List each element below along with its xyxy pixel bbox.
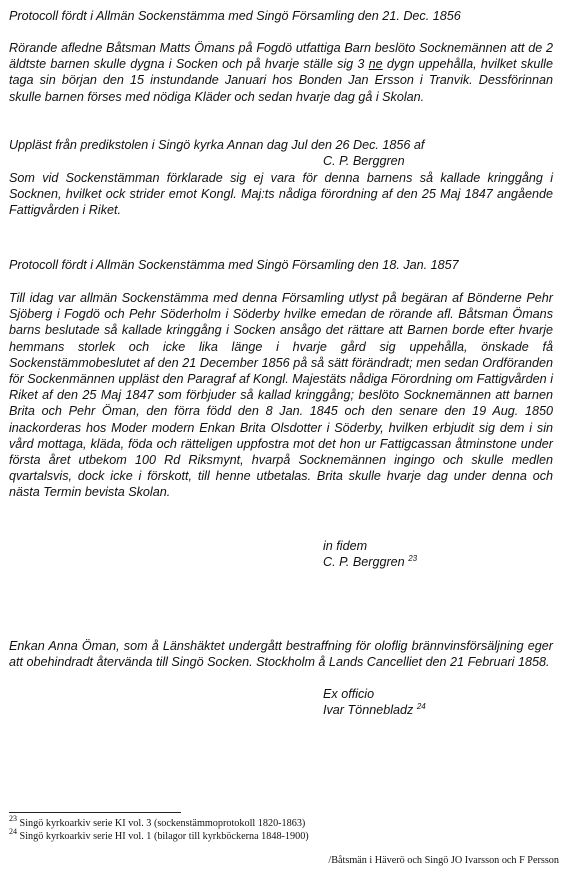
- signature-name: Ivar Tönnebladz $^{24}$: [323, 702, 426, 718]
- footnote-text: Singö kyrkoarkiv serie HI vol. 1 (bilagor till kyrkböckerna 1848-1900): [19, 831, 309, 842]
- footnote-divider: [9, 812, 181, 813]
- resolution-text-end: dygn uppehålla, hvilket skulle taga sin början den 15 instundande Januari hos Bonden Jan Ersson i Tranvik. Dessförinnan skulle barnen förses med nödiga Kläder och sedan hvarje dag gå i Skolan.: [9, 57, 553, 104]
- release-paragraph: Enkan Anna Öman, som å Länshäktet undergått bestraffning för oloflig brännvinsförsäljning eger att obehindradt återvända till Singö Socken. Stockholm å Lands Cancelliet den 21 Februari 1858.: [9, 639, 553, 670]
- underlined-ne: ne: [368, 57, 383, 72]
- resolution-paragraph-1856: [9, 40, 553, 105]
- page-credit: /Båtsmän i Häverö och Singö JO Ivarsson och F Persson: [328, 855, 559, 866]
- protocol-heading-1857: Protocoll fördt i Allmän Sockenstämma med Singö Församling den 18. Jan. 1857: [9, 258, 459, 272]
- resolution-text-start: Rörande afledne Båtsman Matts Ömans på Fogdö utfattiga Barn beslöto Socknemännen att de 2 äldtste barnen skulle dygna i Socken och på hvarje ställe sig 3: [9, 41, 553, 72]
- footnote-number: 24: [9, 827, 17, 836]
- signature-berggren: [323, 538, 417, 570]
- objection-paragraph: Som vid Sockenstämman förklarade sig ej vara för denna barnens så kallade kringgång i Socknen, hvilket ock strider emot Kongl. Maj:ts nådiga förordning af den 25 Maj 1847 angående Fattigvården i Riket.: [9, 171, 553, 218]
- footnote-text: Singö kyrkoarkiv serie KI vol. 3 (sockenstämmoprotokoll 1820-1863): [19, 818, 306, 829]
- pulpit-announcement-text: Uppläst från predikstolen i Singö kyrka Annan dag Jul den 26 Dec. 1856 af: [9, 138, 425, 152]
- footnote-24: [9, 827, 309, 843]
- signature-phrase: in fidem: [323, 539, 368, 553]
- signature-phrase: Ex officio: [323, 687, 375, 701]
- resolution-paragraph-1857: Till idag var allmän Sockenstämma med denna Församling utlyst på begäran af Bönderne Pehr Sjöberg i Fogdö och Pehr Söderholm i Söderby hvilke emedan de rörande afl. Båtsman Ömans barns beslutade så kallade kringgång i Socken ansågo det rättare att Barnen borde efter hvarje hemmans storlek och icke lika länge i hvarje gård sig uppehålla, önskade få Sockenstämmobeslutet af den 21 December 1856 på så sätt förändradt; men sedan Ordföranden för Sockenmännen uppläst den Paragraf af Kongl. Majestäts nådiga Förordning om Fattigvården i Riket af den 25 Maj 1847 som förbjuder så kallad kringgång; beslöto Socknemännen att barnen Brita och Pehr Öman, den förra född den 8 Jan. 1845 och den senare den 19 Aug. 1850 inackorderas hos Moder modern Enkan Brita Olsdotter i Söderby, hvilken erbjudit sig dem i sin vård mottaga, kläda, föda och rätteligen uppfostra mot det hon ur Fattigcassan åtminstone under första året utbekom 100 Rd Riksmynt, hvarpå Socknemännen ingingo och skulle medlen qvartalsvis, dock icke i förskott, till henne utbetalas. Brita skulle hvarje dag under denna och nästa Termin bevista Skolan.: [9, 291, 553, 500]
- protocol-heading-1856: Protocoll fördt i Allmän Sockenstämma med Singö Församling den 21. Dec. 1856: [9, 9, 461, 23]
- footnote-ref-23: 23: [408, 554, 418, 564]
- signature-tonnebladz: [323, 686, 426, 718]
- pulpit-announcement: [9, 137, 553, 169]
- announcement-signer: C. P. Berggren: [323, 154, 405, 169]
- footnote-number: 23: [9, 814, 17, 823]
- signature-name: C. P. Berggren $^{23}$: [323, 554, 418, 570]
- footnote-ref-24: 24: [416, 702, 426, 712]
- footnote-23: [9, 814, 306, 830]
